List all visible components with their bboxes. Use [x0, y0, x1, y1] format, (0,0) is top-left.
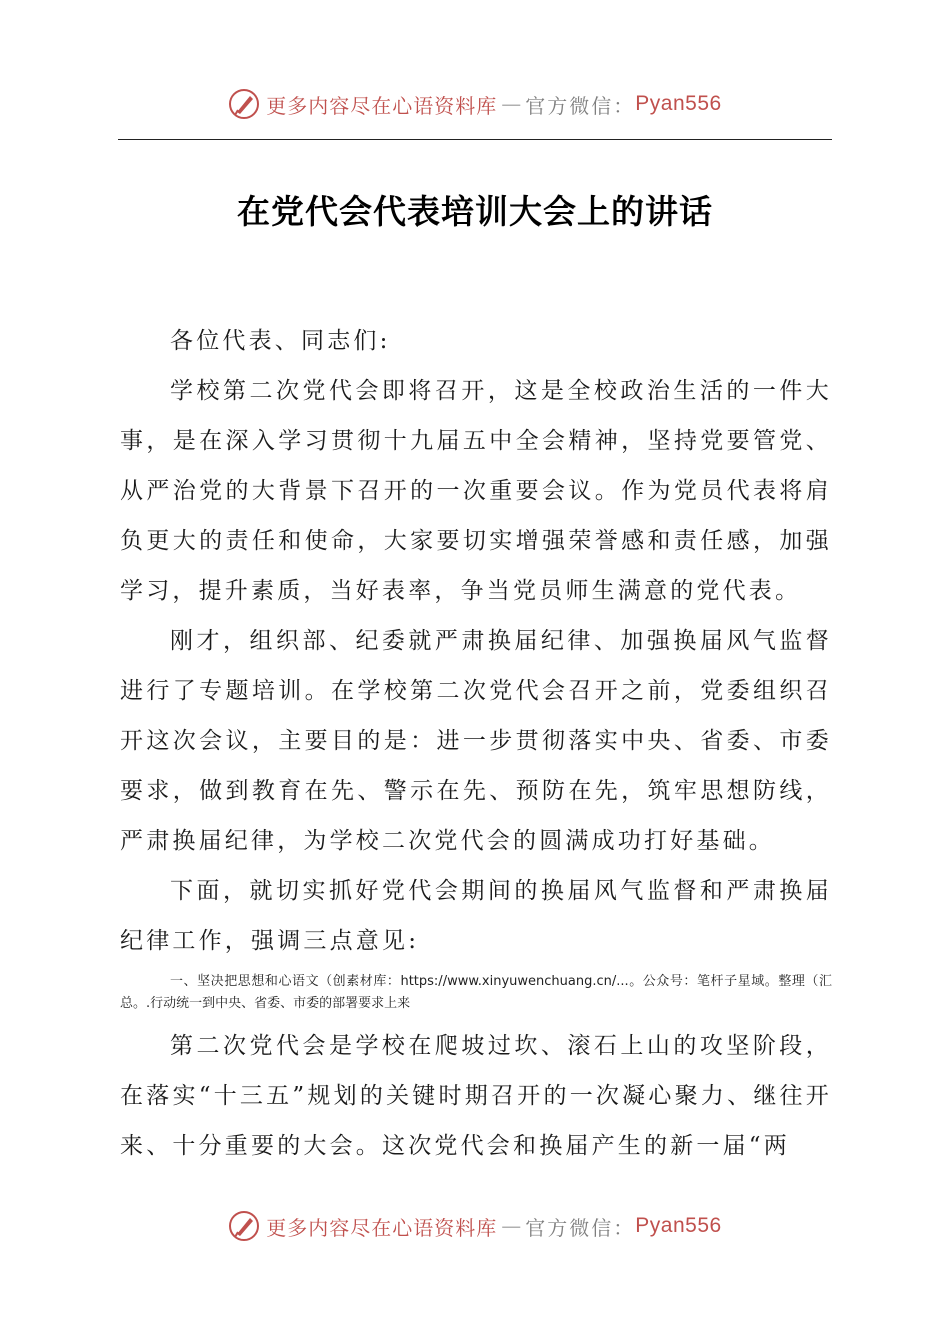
footer-banner-separator: —	[501, 1214, 522, 1238]
greeting: 各位代表、同志们:	[170, 328, 391, 354]
paragraph: 下面，就切实抓好党代会期间的换届风气监督和严肃换届纪律工作，强调三点意见:	[120, 878, 832, 954]
section-heading-note: 一、坚决把思想和心语文（创素材库：https://www.xinyuwenchuang.cn/...。公众号：笔杆子星域。整理（汇总。.行动统一到中央、省委、市委的部署要求上来	[120, 974, 832, 1011]
paragraph: 第二次党代会是学校在爬坡过坎、滚石上山的攻坚阶段，在落实“十三五”规划的关键时期召开的一次凝心聚力、继往开来、十分重要的大会。这次党代会和换届产生的新一届“两	[120, 1033, 832, 1159]
banner-title: 更多内容尽在心语资料库	[266, 93, 498, 118]
footer-wechat-id: Pyan556	[635, 1214, 722, 1237]
quill-logo-icon	[228, 1210, 260, 1242]
banner-wechat-id: Pyan556	[635, 92, 722, 115]
banner-separator: —	[501, 92, 522, 116]
header-banner	[0, 84, 950, 124]
page-title: 在党代会代表培训大会上的讲话	[237, 192, 713, 231]
paragraph: 刚才，组织部、纪委就严肃换届纪律、加强换届风气监督进行了专题培训。在学校第二次党代会召开之前，党委组织召开这次会议，主要目的是：进一步贯彻落实中央、省委、市委要求，做到教育在先、警示在先、预防在先，筑牢思想防线，严肃换届纪律，为学校二次党代会的圆满成功打好基础。	[120, 628, 832, 854]
header-divider	[118, 139, 832, 140]
quill-logo-icon	[228, 88, 260, 120]
paragraph: 学校第二次党代会即将召开，这是全校政治生活的一件大事，是在深入学习贯彻十九届五中全会精神，坚持党要管党、从严治党的大背景下召开的一次重要会议。作为党员代表将肩负更大的责任和使命，大家要切实增强荣誉感和责任感，加强学习，提升素质，当好表率，争当党员师生满意的党代表。	[120, 378, 832, 604]
footer-wechat-label: 官方微信：	[525, 1215, 636, 1240]
banner-wechat-label: 官方微信：	[525, 93, 636, 118]
footer-banner	[0, 1206, 950, 1246]
footer-banner-title: 更多内容尽在心语资料库	[266, 1215, 498, 1240]
document-body	[120, 316, 832, 1171]
